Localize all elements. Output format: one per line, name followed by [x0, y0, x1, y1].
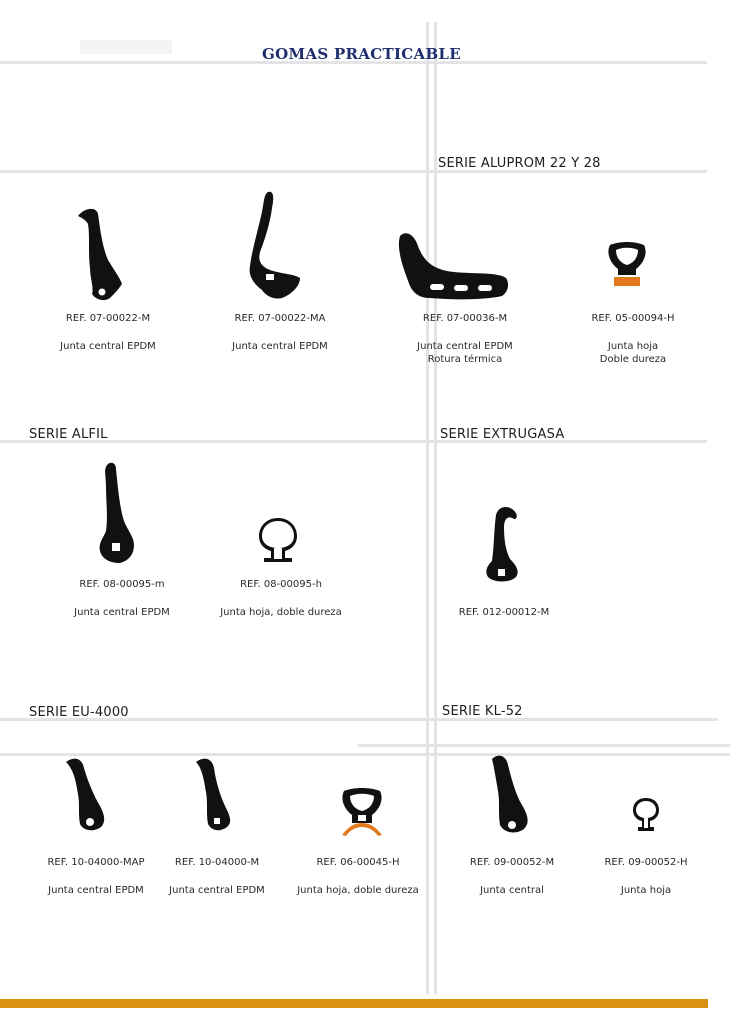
vertical-divider-left	[426, 22, 429, 994]
item-desc: Junta central	[480, 885, 544, 896]
section-rule-kl52	[358, 744, 730, 747]
item-ref: REF. 06-00045-H	[316, 857, 400, 868]
gasket-bulb-profile-icon	[632, 797, 660, 833]
item-desc: Junta hoja, doble dureza	[220, 607, 342, 618]
gasket-hook-profile-icon	[486, 753, 532, 835]
vertical-divider-right	[434, 22, 437, 994]
series-heading-aluprom: SERIE ALUPROM 22 Y 28	[438, 156, 601, 171]
item-desc: Junta hoja	[607, 341, 659, 352]
gasket-cup-dual-icon	[340, 787, 384, 837]
item-ref: REF. 10-04000-MAP	[47, 857, 145, 868]
page-title: GOMAS PRACTICABLE	[262, 45, 462, 63]
item-ref: REF. 08-00095-m	[79, 579, 165, 590]
section-rule-aluprom	[0, 170, 707, 173]
gasket-cup-dual-icon	[606, 241, 648, 289]
item-desc: Junta central EPDM	[48, 885, 144, 896]
gasket-hook-profile-icon	[62, 756, 108, 832]
series-heading-kl52: SERIE KL-52	[442, 704, 523, 719]
item-desc: Junta hoja	[620, 885, 672, 896]
series-heading-alfil: SERIE ALFIL	[29, 427, 108, 442]
item-ref: REF. 07-00022-M	[65, 313, 151, 324]
bottom-accent-bar	[0, 999, 708, 1008]
item-ref: REF. 10-04000-M	[174, 857, 260, 868]
gasket-tall-profile-icon	[96, 461, 138, 565]
faded-logo	[80, 40, 172, 54]
gasket-hook-profile-icon	[194, 756, 234, 832]
item-desc: Junta hoja, doble dureza	[297, 885, 419, 896]
item-ref: REF. 07-00022-MA	[234, 313, 326, 324]
item-desc: Junta central EPDM	[60, 341, 156, 352]
item-ref: REF. 07-00036-M	[422, 313, 508, 324]
gasket-flat-profile-icon	[394, 230, 512, 302]
gasket-curl-profile-icon	[480, 505, 522, 583]
item-ref: REF. 05-00094-H	[591, 313, 675, 324]
item-desc-line2: Rotura térmica	[427, 354, 503, 365]
item-ref: REF. 09-00052-M	[469, 857, 555, 868]
item-ref: REF. 09-00052-H	[604, 857, 688, 868]
item-desc: Junta central EPDM	[74, 607, 170, 618]
item-ref: REF. 08-00095-h	[240, 579, 322, 590]
gasket-hook-profile-icon	[74, 206, 126, 302]
item-desc: Junta central EPDM	[232, 341, 328, 352]
item-desc: Junta central EPDM	[417, 341, 513, 352]
item-desc-line2: Doble dureza	[599, 354, 667, 365]
section-rule-lower	[0, 753, 730, 756]
gasket-bulb-profile-icon	[256, 516, 300, 564]
item-desc: Junta central EPDM	[169, 885, 265, 896]
series-heading-eu4000: SERIE EU-4000	[29, 705, 129, 720]
series-heading-extrugasa: SERIE EXTRUGASA	[440, 427, 565, 442]
item-ref: REF. 012-00012-M	[458, 607, 550, 618]
gasket-fin-profile-icon	[244, 190, 304, 300]
